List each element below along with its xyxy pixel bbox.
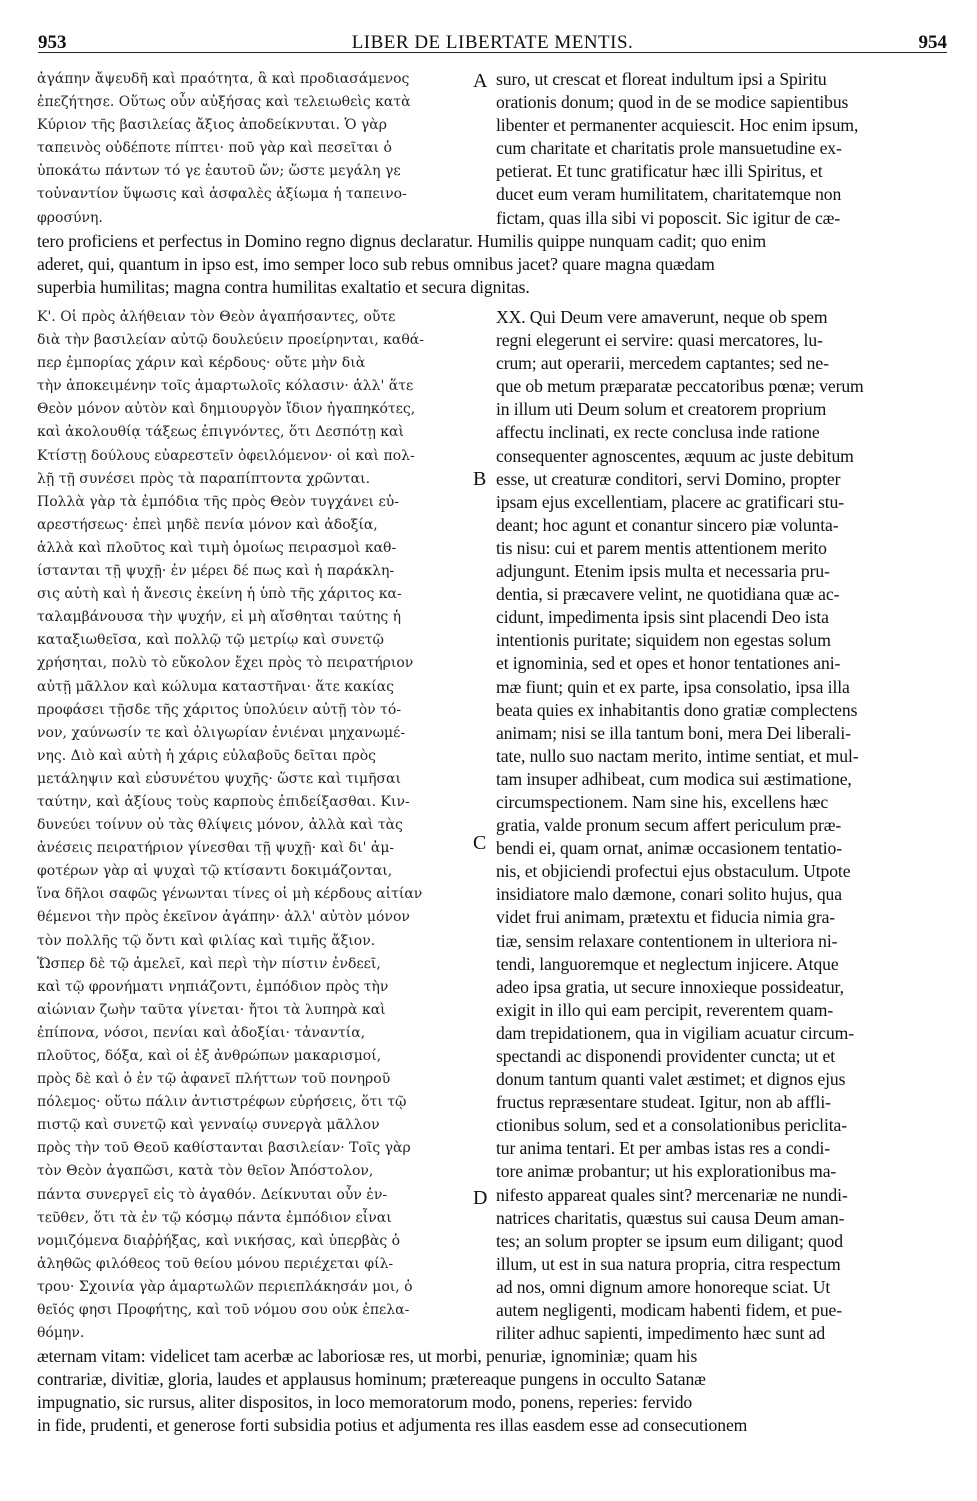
latin-line: animam; nisi se illa tantum boni, mera Dei liberali- <box>496 722 851 743</box>
latin-line: petierat. Et tunc gratificatur hæc illi Spiritus, et <box>496 161 823 182</box>
latin-line: crum; aut operarii, mercedem captantes; sed ne- <box>496 353 829 374</box>
greek-line: ταπεινὸς οὐδέποτε πίπτει· ποῦ γὰρ καὶ πεσεῖται ὁ <box>37 140 392 157</box>
latin-line: XX. Qui Deum vere amaverunt, neque ob spem <box>496 307 828 327</box>
greek-line: φροσύνη. <box>37 209 103 226</box>
greek-line: πρὸς δὲ καὶ ὁ ἐν τῷ ἀφανεῖ πλήττων τοῦ πονηροῦ <box>37 1071 391 1088</box>
greek-line: τεῦθεν, ὅτι τὰ ἐν τῷ κόσμῳ πάντα ἐμπόδιον εἶναι <box>37 1209 392 1226</box>
latin-line: bendi ei, quam ornat, animæ occasionem tentatio- <box>496 838 842 859</box>
latin-line: ducet eum veram humilitatem, charitatemque non <box>496 184 842 205</box>
latin-line: ipsam ejus excellentiam, placere ac gratificari stu- <box>496 491 844 512</box>
latin-column-top <box>496 68 858 230</box>
greek-line: Πολλὰ γὰρ τὰ ἐμπόδια τῆς πρὸς Θεὸν τυγχάνει εὐ- <box>37 493 399 510</box>
latin-fullwidth-top <box>37 230 766 299</box>
greek-line: καὶ ἀκολουθίᾳ τάξεως ἐπιγνόντες, ὅτι Δεσπότῃ καὶ <box>37 424 404 441</box>
greek-line: νης. Διὸ καὶ αὐτὴ ἡ χάρις εὐλαβοῦς δεῖται πρὸς <box>37 747 377 764</box>
greek-line: δυνεύει τοίνυν οὐ τὰς θλίψεις μόνον, ἀλλὰ καὶ τὰς <box>37 817 403 834</box>
latin-line: riliter adhuc sapienti, impedimento hæc sunt ad <box>496 1323 826 1344</box>
latin-line: videt frui animam, prætextu et fiducia nimia gra- <box>496 907 836 928</box>
latin-line: natrices charitatis, quæstus sui causa Deum aman- <box>496 1207 845 1228</box>
latin-line: cum charitate et charitatis prole mansuetudine ex- <box>496 138 842 159</box>
greek-line: μετάληψιν καὶ εὐσυνέτου ψυχῆς· ὥστε καὶ τιμῆσαι <box>37 770 401 787</box>
greek-line: τὸν Θεὸν ἀγαπῶσι, κατὰ τὸν θεῖον Ἀπόστολον, <box>37 1163 374 1180</box>
latin-line: nifesto appareat quales sint? mercenariæ ne nundi- <box>496 1184 848 1205</box>
greek-line: καταξιωθεῖσα, καὶ πολλῷ τῷ μετρίῳ καὶ συνετῷ <box>37 632 384 649</box>
greek-line: θέμενοι τὴν πρὸς ἐκεῖνον ἀγάπην· ἀλλ' αὐτὸν μόνον <box>37 909 410 926</box>
latin-fullwidth-bottom <box>37 1345 747 1437</box>
latin-line: impugnatio, sic rursus, aliter dispositos, in loco memoratorum modo, ponens, reperies: fervido <box>37 1392 693 1413</box>
greek-line: χρήσηται, πολὺ τὸ εὔκολον ἔχει πρὸς τὸ πειρατήριον <box>37 655 414 672</box>
greek-line: ἐπίπονα, νόσοι, πενίαι καὶ ἀδοξίαι· τἀναντία, <box>37 1024 366 1041</box>
latin-line: fictam, quas illa sibi vi poposcit. Sic igitur de cæ- <box>496 207 841 228</box>
latin-line: æternam vitam: videlicet tam acerbæ ac laboriosæ res, ut morbi, penuriæ, ignominiæ; quam his <box>37 1346 698 1366</box>
latin-line: tur anima tentari. Et per ambas istas res a condi- <box>496 1138 831 1159</box>
latin-line: regni elegerunt ei servire: quasi mercatores, lu- <box>496 330 823 351</box>
latin-line: suro, ut crescat et floreat indultum ipsi a Spiritu <box>496 69 827 89</box>
greek-line: ἵνα δῆλοι σαφῶς γένωνται τίνες οἱ μὴ κέρδους αἰτίαν <box>37 886 423 903</box>
latin-line: tero proficiens et perfectus in Domino regno dignus declaratur. Humilis quippe nunquam cadit; quo enim <box>37 231 767 251</box>
greek-line: τὸν πολλῆς τῷ ὄντι καὶ φιλίας καὶ τιμῆς ἄξιον. <box>37 932 376 949</box>
greek-line: πάντα συνεργεῖ εἰς τὸ ἀγαθόν. Δείκνυται οὖν ἐν- <box>37 1186 388 1203</box>
margin-mark-a: A <box>473 70 488 92</box>
latin-line: libenter et permanenter acquiescit. Hoc enim ipsum, <box>496 115 859 136</box>
latin-line: exigit in illo qui eam percipit, reverentem quam- <box>496 999 834 1020</box>
latin-line: autem negligenti, modicam habenti fidem, et pue- <box>496 1300 842 1321</box>
latin-line: et ignominia, sed et opes et honor tentationes ani- <box>496 653 841 674</box>
running-header <box>38 14 947 53</box>
greek-line: τρου· Σχοινία γὰρ ἁμαρτωλῶν περιεπλάκησάν μοι, ὁ <box>37 1278 413 1295</box>
latin-line: adeo ipsa gratia, ut secure innoxieque possideatur, <box>496 976 844 997</box>
latin-line: intentionis puritate; siquidem non egestas solum <box>496 630 831 651</box>
greek-line: ὑποκάτω πάντων τό γε ἑαυτοῦ ὤν; ὥστε μεγάλη γε <box>37 163 401 180</box>
greek-column-top <box>37 68 411 230</box>
greek-line: ἀληθῶς φιλόθεος τοῦ θείου μόνου περιέχεται φίλ- <box>37 1255 394 1272</box>
greek-line: αἰώνιαν ζωὴν ταῦτα γίνεται· ἤτοι τὰ λυπηρὰ καὶ <box>37 1001 386 1018</box>
latin-line: cidunt, impedimenta ipsis sint placendi Deo ista <box>496 607 829 628</box>
latin-line: tes; an solum propter se ipsum eum diligant; quod <box>496 1230 843 1251</box>
latin-line: donum tantum quanti valet æstimet; et dignos ejus <box>496 1069 846 1090</box>
latin-line: ctionibus solum, sed et a consolationibus periclita- <box>496 1115 848 1136</box>
greek-line: νον, χαύνωσίν τε καὶ ὀλιγωρίαν ἐνιέναι μηχανωμέ- <box>37 724 406 741</box>
latin-column-main <box>496 306 864 1345</box>
latin-line: insidiatore malo dæmone, conari solito hujus, qua <box>496 884 842 905</box>
latin-line: affectu inclinati, ex recte conclusa inde ratione <box>496 422 820 443</box>
greek-line: τοὐναντίον ὕψωσις καὶ ἀσφαλὲς ἀξίωμα ἡ ταπεινο- <box>37 186 407 203</box>
greek-line: ταύτην, καὶ ἀξίους τοὺς καρποὺς ἐπιδείξασθαι. Κιν- <box>37 793 410 810</box>
greek-column-main <box>37 306 424 1345</box>
latin-line: tendi, languoremque et neglectum injicere. Atque <box>496 953 839 974</box>
latin-line: beata quies ex inhabitantis dono gratiæ complectens <box>496 699 858 720</box>
greek-line: πόλεμος· οὕτω πάλιν ἀντιστρέφων εὑρήσεις, ὅτι τῷ <box>37 1094 407 1111</box>
greek-line: φοτέρων γὰρ αἱ ψυχαὶ τῷ κτίσαντι δοκιμάζονται, <box>37 863 393 880</box>
greek-line: θεῖός φησι Προφήτης, καὶ τοῦ νόμου σου οὐκ ἐπελα- <box>37 1302 410 1319</box>
greek-line: ἀγάπην ἄψευδῆ καὶ πραότητα, ἃ καὶ προδιασάμενος <box>37 71 410 87</box>
latin-line: esse, ut creaturæ conditori, servi Domino, propter <box>496 468 841 489</box>
greek-line: τὴν ἀποκειμένην τοῖς ἁμαρτωλοῖς κόλασιν· ἀλλ' ἅτε <box>37 378 414 395</box>
greek-line: πρὸς τὴν τοῦ Θεοῦ καθίστανται βασιλείαν· Τοῖς γὰρ <box>37 1140 411 1157</box>
greek-line: πλοῦτος, δόξα, καὶ οἱ ἐξ ἀνθρώπων μακαρισμοί, <box>37 1048 382 1064</box>
latin-line: orationis donum; quod in de se modice sapientibus <box>496 92 849 113</box>
latin-line: aderet, qui, quantum in ipso est, imo semper loco sub rebus omnibus jacet? quare magna quædam <box>37 254 715 275</box>
page-number-right: 954 <box>918 32 947 53</box>
greek-line: καὶ τῷ φρονήματι νηπιάζοντι, ἐμπόδιον πρὸς τὴν <box>37 978 389 995</box>
greek-line: Κτίστῃ δούλους εὐαρεστεῖν ὀφειλόμενον· οἱ καὶ πολ- <box>37 447 415 464</box>
greek-line: ἀλλὰ καὶ πλοῦτος καὶ τιμὴ ὁμοίως πειρασμοὶ καθ- <box>37 539 397 556</box>
latin-line: que ob metum præparatæ peccatoribus pœnæ; verum <box>496 376 864 397</box>
greek-line: ίστανται τῇ ψυχῇ· ἐν μέρει δέ πως καὶ ἡ παράκλη- <box>37 563 395 580</box>
page-number-left: 953 <box>38 32 67 53</box>
latin-line: deant; hoc agunt et conantur sincero piæ volunta- <box>496 514 839 535</box>
latin-line: circumspectionem. Nam sine his, excellens hæc <box>496 791 829 812</box>
latin-line: ad nos, omni dignum amore honoreque sciat. Ut <box>496 1276 831 1297</box>
greek-line: σις αὐτὴ καὶ ἡ ἄνεσις ἐκείνη ἡ ὑπὸ τῆς χάριτος κα- <box>37 586 402 603</box>
latin-line: consequenter agnoscentes, æquum ac juste debitum <box>496 445 854 466</box>
latin-line: illum, ut est in sua natura propria, citra respectum <box>496 1253 841 1274</box>
latin-line: tiæ, sensim relaxare contentionem in ulteriora ni- <box>496 930 838 951</box>
greek-line: αρεστήσεως· ἐπεὶ μηδὲ πενία μόνον καὶ ἀδοξία, <box>37 516 378 533</box>
greek-line: ταλαμβάνουσα τὴν ψυχήν, εἰ μὴ αἴσθηται ταύτης ἡ <box>37 609 402 626</box>
greek-line: νομιζόμενα διαῤῥήξας, καὶ νικήσας, καὶ ὑπερβὰς ὁ <box>37 1232 401 1249</box>
greek-line: αὐτῇ μᾶλλον καὶ κώλυμα καταστῆναι· ἅτε κακίας <box>37 678 395 695</box>
greek-line: ἐπεζήτησε. Οὕτως οὖν αὐξήσας καὶ τελειωθεὶς κατὰ <box>37 94 411 111</box>
greek-line: διὰ τὴν βασιλείαν αὐτῷ δουλεύειν προείρηνται, καθά- <box>37 332 424 349</box>
latin-line: nis, et objiciendi profectui ejus obstaculum. Utpote <box>496 861 851 882</box>
greek-line: λῇ τῇ συνέσει πρὸς τὰ παραπίπτοντα χρῶνται. <box>37 470 371 487</box>
greek-line: θόμην. <box>37 1325 85 1342</box>
greek-line: πιστῷ καὶ συνετῷ καὶ γενναίῳ συνεργὰ μᾶλλον <box>37 1117 380 1134</box>
margin-mark-c: C <box>473 832 487 854</box>
margin-mark-d: D <box>473 1187 488 1209</box>
greek-line: Κ'. Οἱ πρὸς ἀλήθειαν τὸν Θεὸν ἀγαπήσαντες, οὔτε <box>37 309 396 325</box>
latin-line: tate, nullo suo nactam merito, intime sentiat, et mul- <box>496 745 859 766</box>
latin-line: mæ fiunt; quin et ex parte, ipsa consolatio, ipsa illa <box>496 676 850 697</box>
latin-line: in illum uti Deum solum et creatorem proprium <box>496 399 827 420</box>
latin-line: contrariæ, divitiæ, gloria, laudes et applausus hominum; prætereaque pungens in occulto Satanæ <box>37 1369 706 1390</box>
latin-line: dentia, si præcavere velint, ne quotidiana quæ ac- <box>496 584 840 605</box>
greek-line: ἀνέσεις πειρατήριον γίνεσθαι τῇ ψυχῇ· καὶ δι' ἀμ- <box>37 840 395 857</box>
greek-line: Κύριον τῆς βασιλείας ἄξιος ἀποδείκνυται. Ὁ γὰρ <box>37 117 387 134</box>
latin-line: dam trepidationem, qua in vigiliam acuatur circum- <box>496 1022 854 1043</box>
greek-line: Ὥσπερ δὲ τῷ ἀμελεῖ, καὶ περὶ τὴν πίστιν ἐνδεεῖ, <box>37 955 381 972</box>
latin-line: in fide, prudenti, et generose forti subsidia potius et adjumenta res illas easdem esse ad consecutionem <box>37 1415 748 1436</box>
latin-line: tore animæ probantur; ut his explorationibus ma- <box>496 1161 837 1182</box>
latin-line: spectandi ac disponendi providenter cuncta; ut et <box>496 1046 836 1066</box>
greek-line: περ ἐμπορίας χάριν καὶ κέρδους· οὔτε μὴν διὰ <box>37 355 366 372</box>
latin-line: tam insuper adhibeat, cum modica sui æstimatione, <box>496 768 852 789</box>
latin-line: tis nisu: cui et parem mentis attentionem merito <box>496 537 827 558</box>
greek-line: προφάσει τῇσδε τῆς χάριτος ὑπολύειν αὐτῇ τὸν τό- <box>37 701 402 718</box>
latin-line: adjungunt. Etenim ipsis multa et necessaria pru- <box>496 561 830 582</box>
margin-mark-b: B <box>473 468 487 490</box>
greek-line: Θεὸν μόνον αὐτὸν καὶ δημιουργὸν ἴδιον ἠγαπηκότες, <box>37 401 416 418</box>
latin-line: superbia humilitas; magna contra humilitas exaltatio et secura dignitas. <box>37 277 530 298</box>
latin-line: gratia, valde pronum secum affert periculum præ- <box>496 815 842 836</box>
latin-line: fructus repræsentare studeat. Igitur, non ab affli- <box>496 1092 831 1113</box>
running-title: LIBER DE LIBERTATE MENTIS. <box>351 32 634 53</box>
